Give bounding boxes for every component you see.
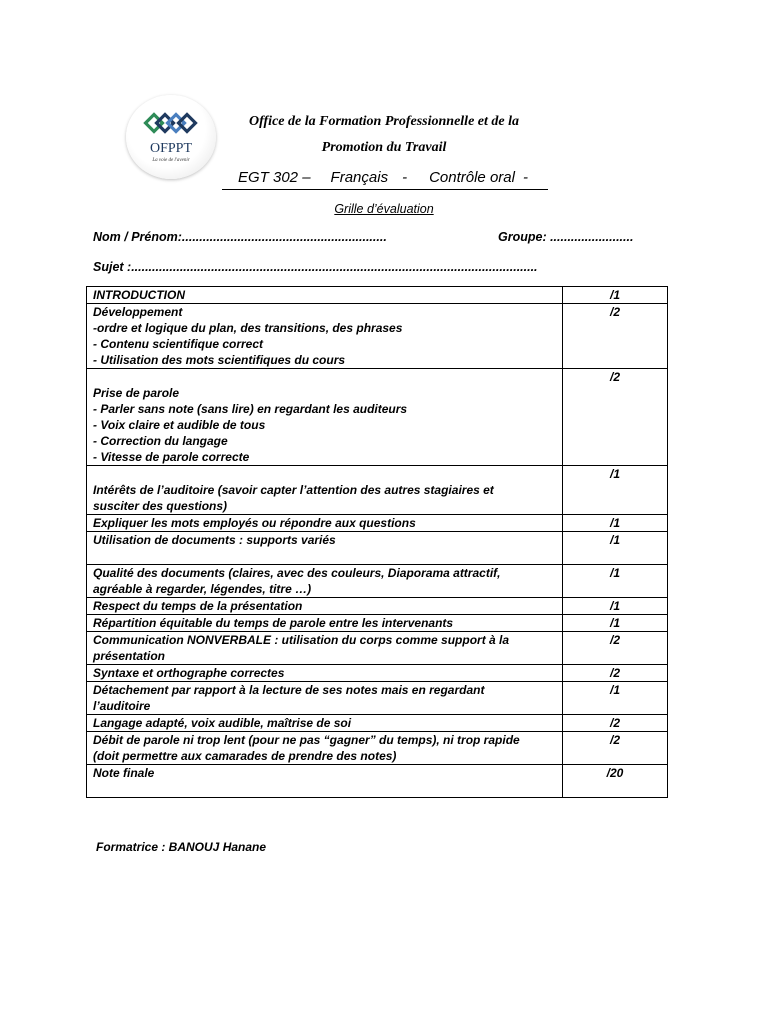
- criterion-text-line: Communication NONVERBALE : utilisation du corps comme support à la: [93, 633, 510, 647]
- criterion-score: /1: [563, 615, 668, 632]
- criterion-row: [87, 598, 668, 615]
- criterion-text-line: l’auditoire: [93, 699, 151, 713]
- criterion-row: [87, 466, 668, 515]
- criterion-text-line: - Vitesse de parole correcte: [93, 450, 250, 464]
- criterion-text-line: Note finale: [93, 766, 155, 780]
- criterion-text-line: Répartition équitable du temps de parole entre les intervenants: [93, 616, 454, 630]
- criterion-score: /2: [563, 732, 668, 765]
- criterion-row: [87, 304, 668, 369]
- exam-type: Contrôle oral: [429, 169, 515, 186]
- group-field-label: Groupe: ........................: [498, 230, 634, 244]
- criterion-text-line: Langage adapté, voix audible, maîtrise de soi: [93, 716, 352, 730]
- criterion-label: [87, 515, 563, 532]
- criterion-label: [87, 369, 563, 466]
- criterion-score: /1: [563, 287, 668, 304]
- criterion-text-line: - Correction du langage: [93, 434, 228, 448]
- criterion-row: [87, 369, 668, 466]
- criterion-text-line: - Utilisation des mots scientifiques du cours: [93, 353, 346, 367]
- criterion-label: [87, 287, 563, 304]
- criterion-text-line: (doit permettre aux camarades de prendre des notes): [93, 749, 397, 763]
- criterion-text-line: [93, 781, 556, 797]
- criterion-label: [87, 682, 563, 715]
- name-field-label: Nom / Prénom:...........................................................: [93, 230, 387, 244]
- criterion-score: /2: [563, 304, 668, 369]
- criterion-score: /1: [563, 598, 668, 615]
- criterion-row: [87, 287, 668, 304]
- title-separator-2: -: [522, 169, 528, 186]
- criterion-score: /2: [563, 632, 668, 665]
- criterion-label: [87, 765, 563, 798]
- criterion-text-line: Intérêts de l’auditoire (savoir capter l’attention des autres stagiaires et: [93, 483, 494, 497]
- criterion-text-line: Développement: [93, 305, 183, 319]
- subtitle: Grille d’évaluation: [334, 202, 434, 216]
- criterion-text-line: INTRODUCTION: [93, 288, 185, 302]
- logo-name: OFPPT: [149, 141, 193, 156]
- criterion-label: [87, 532, 563, 565]
- criterion-text-line: susciter des questions): [93, 499, 228, 513]
- criterion-score: /20: [563, 765, 668, 798]
- criterion-score: /2: [563, 665, 668, 682]
- criterion-text-line: -ordre et logique du plan, des transitions, des phrases: [93, 321, 403, 335]
- criterion-score: /2: [563, 369, 668, 466]
- criterion-text-line: Expliquer les mots employés ou répondre aux questions: [93, 516, 416, 530]
- course-code: EGT 302 –: [238, 169, 311, 186]
- criterion-text-line: - Voix claire et audible de tous: [93, 418, 266, 432]
- criterion-row: [87, 532, 668, 565]
- criterion-row: [87, 765, 668, 798]
- title-separator-1: -: [402, 169, 408, 186]
- criterion-row: [87, 715, 668, 732]
- criterion-label: [87, 598, 563, 615]
- criterion-label: [87, 632, 563, 665]
- criterion-label: [87, 304, 563, 369]
- evaluation-table: [86, 286, 668, 798]
- criterion-label: [87, 732, 563, 765]
- criterion-text-line: Débit de parole ni trop lent (pour ne pas “gagner” du temps), ni trop rapide: [93, 733, 520, 747]
- criterion-text-line: agréable à regarder, légendes, titre …): [93, 582, 312, 596]
- criterion-text-line: [93, 369, 556, 385]
- criterion-text-line: - Contenu scientifique correct: [93, 337, 264, 351]
- logo-tagline: La voie de l'avenir: [152, 158, 190, 163]
- criterion-label: [87, 615, 563, 632]
- criterion-text-line: Qualité des documents (claires, avec des couleurs, Diaporama attractif,: [93, 566, 501, 580]
- trainer-name: Formatrice : BANOUJ Hanane: [96, 840, 267, 854]
- ofppt-emblem-icon: [126, 95, 216, 179]
- institution-line-1: Office de la Formation Professionnelle et de la: [249, 114, 519, 129]
- criterion-label: [87, 665, 563, 682]
- subject: Français: [330, 169, 389, 186]
- criterion-text-line: présentation: [93, 649, 166, 663]
- criterion-row: [87, 565, 668, 598]
- criterion-text-line: Prise de parole: [93, 386, 180, 400]
- criterion-label: [87, 715, 563, 732]
- criterion-text-line: Syntaxe et orthographe correctes: [93, 666, 285, 680]
- criterion-score: /1: [563, 515, 668, 532]
- criterion-text-line: Détachement par rapport à la lecture de ses notes mais en regardant: [93, 683, 485, 697]
- criterion-score: /1: [563, 565, 668, 598]
- criterion-row: [87, 732, 668, 765]
- criterion-text-line: [93, 466, 556, 482]
- exam-title: [222, 169, 548, 190]
- topic-field-label: Sujet :.....................................................................................................................: [93, 260, 538, 274]
- criterion-score: /1: [563, 532, 668, 565]
- criterion-row: [87, 515, 668, 532]
- criterion-text-line: - Parler sans note (sans lire) en regardant les auditeurs: [93, 402, 408, 416]
- criterion-text-line: Utilisation de documents : supports variés: [93, 533, 336, 547]
- criterion-text-line: Respect du temps de la présentation: [93, 599, 303, 613]
- criterion-row: [87, 632, 668, 665]
- institution-line-2: Promotion du Travail: [321, 140, 447, 155]
- criterion-score: /1: [563, 682, 668, 715]
- criterion-label: [87, 466, 563, 515]
- criterion-row: [87, 615, 668, 632]
- criterion-text-line: [93, 548, 556, 564]
- criterion-row: [87, 665, 668, 682]
- ofppt-logo: [126, 95, 216, 179]
- criterion-score: /2: [563, 715, 668, 732]
- criterion-score: /1: [563, 466, 668, 515]
- criterion-row: [87, 682, 668, 715]
- criterion-label: [87, 565, 563, 598]
